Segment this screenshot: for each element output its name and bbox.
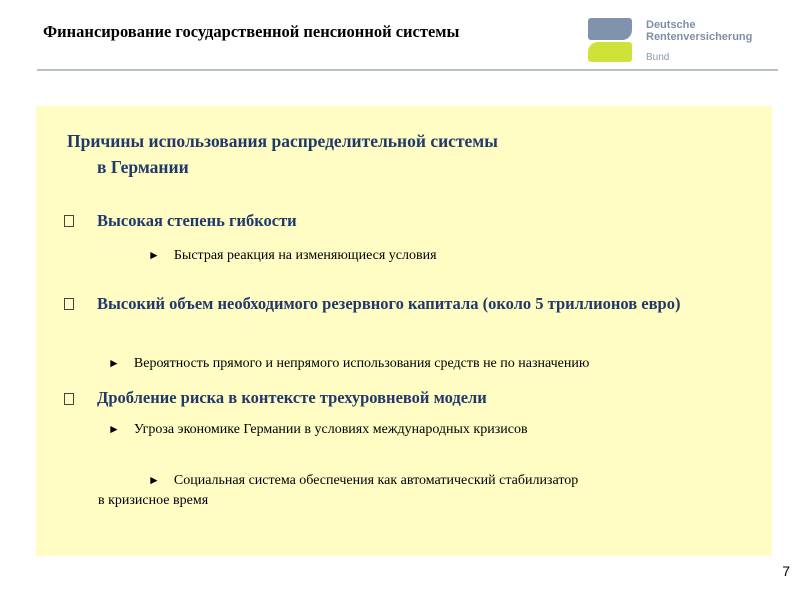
square-bullet-icon xyxy=(64,393,74,405)
point-3: Дробление риска в контексте трехуровневой модели xyxy=(97,388,487,407)
sub-point-3-1 xyxy=(108,419,528,440)
section-heading-line-2: в Германии xyxy=(97,157,189,177)
sub-point-1-1 xyxy=(148,245,437,266)
sub-point-text: Быстрая реакция на изменяющиеся условия xyxy=(173,248,437,263)
point-1: Высокая степень гибкости xyxy=(97,211,297,230)
page-number: 7 xyxy=(782,563,790,579)
section-heading-line-1: Причины использования распределительной системы xyxy=(67,131,498,151)
square-bullet-icon xyxy=(64,298,74,310)
logo-blue-shape xyxy=(588,18,632,40)
logo-wordmark xyxy=(646,19,752,43)
sub-point-text: Социальная система обеспечения как автоматический стабилизатор xyxy=(173,473,579,488)
arrow-bullet-icon: ► xyxy=(108,356,120,370)
logo-line-1: Deutsche xyxy=(646,19,696,31)
arrow-bullet-icon: ► xyxy=(148,473,160,487)
logo-line-3: Bund xyxy=(646,52,670,63)
sub-point-2-1 xyxy=(108,353,589,374)
sub-point-3-2-continuation: в кризисное время xyxy=(98,493,209,508)
section-heading xyxy=(67,128,498,180)
arrow-bullet-icon: ► xyxy=(108,422,120,436)
logo-line-2: Rentenversicherung xyxy=(646,31,753,43)
deutsche-rentenversicherung-logo xyxy=(588,18,778,66)
logo-green-shape xyxy=(588,42,632,62)
header-divider xyxy=(37,69,778,71)
page-title: Финансирование государственной пенсионной системы xyxy=(43,22,460,41)
sub-point-text: Угроза экономике Германии в условиях международных кризисов xyxy=(133,422,528,437)
sub-point-text: Вероятность прямого и непрямого использования средств не по назначению xyxy=(133,356,590,371)
square-bullet-icon xyxy=(64,215,74,227)
arrow-bullet-icon: ► xyxy=(148,248,160,262)
sub-point-3-2 xyxy=(148,470,578,491)
point-2: Высокий объем необходимого резервного капитала (около 5 триллионов евро) xyxy=(97,294,681,313)
